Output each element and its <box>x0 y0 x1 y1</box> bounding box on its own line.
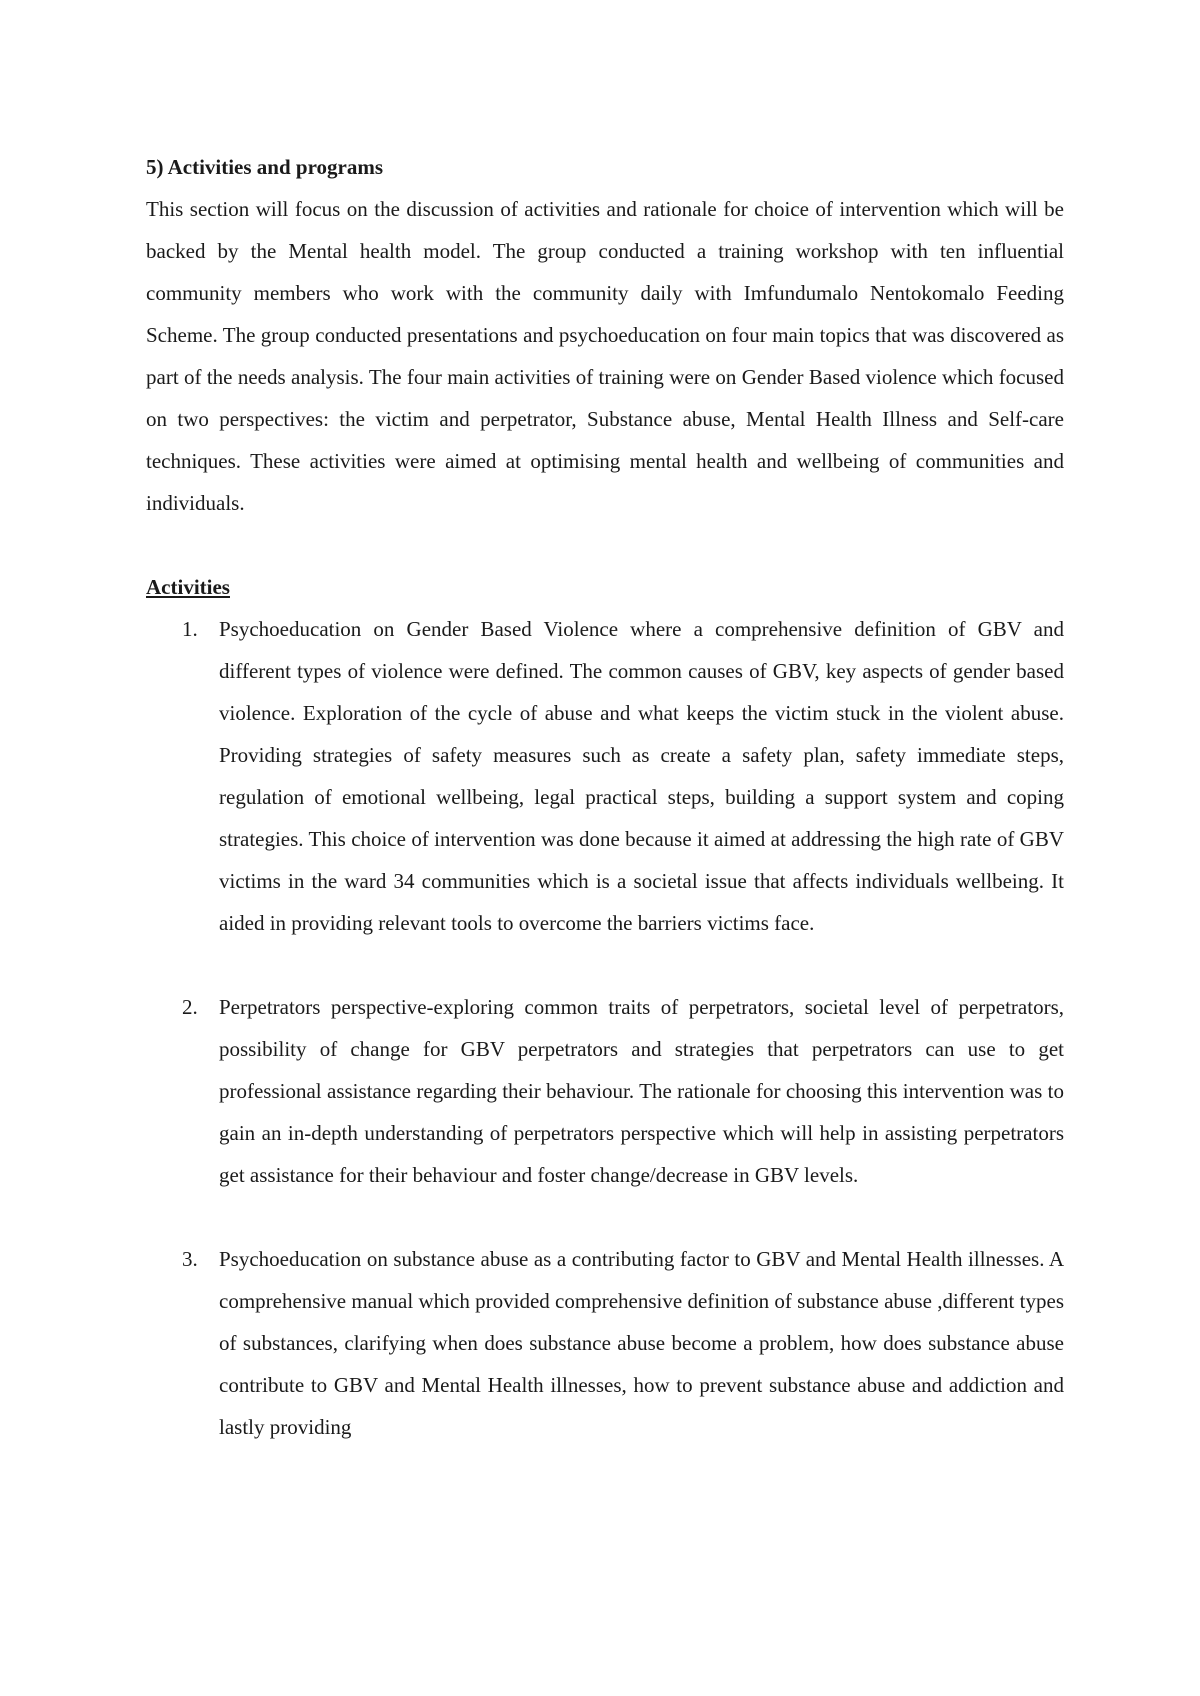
activity-item-1 <box>146 608 1064 944</box>
activity-item-3 <box>146 1238 1064 1448</box>
list-spacer <box>146 1196 1064 1238</box>
activity-number: 2. <box>182 995 198 1019</box>
activities-heading: Activities <box>146 575 230 599</box>
activity-text: Psychoeducation on Gender Based Violence where a comprehensive definition of GBV and different types of violence were defined. The common causes of GBV, key aspects of gender based violence. Exploration of the cycle of abuse and what keeps the victim stuck in the violent abuse. Providing strategies of safety measures such as create a safety plan, safety immediate steps, regulation of emotional wellbeing, legal practical steps, building a support system and coping strategies. This choice of intervention was done because it aimed at addressing the high rate of GBV victims in the ward 34 communities which is a societal issue that affects individuals wellbeing. It aided in providing relevant tools to overcome the barriers victims face. <box>219 617 1064 935</box>
activity-number: 3. <box>182 1247 198 1271</box>
activity-text: Psychoeducation on substance abuse as a contributing factor to GBV and Mental Health illnesses. A comprehensive manual which provided comprehensive definition of substance abuse ,different types of substances, clarifying when does substance abuse become a problem, how does substance abuse contribute to GBV and Mental Health illnesses, how to prevent substance abuse and addiction and lastly providing <box>219 1247 1064 1439</box>
paragraph-spacer <box>146 524 1064 566</box>
activity-number: 1. <box>182 617 198 641</box>
section-heading: 5) Activities and programs <box>146 155 384 179</box>
list-spacer <box>146 944 1064 986</box>
activity-text: Perpetrators perspective-exploring common traits of perpetrators, societal level of perpetrators, possibility of change for GBV perpetrators and strategies that perpetrators can use to get professional assistance regarding their behaviour. The rationale for choosing this intervention was to gain an in-depth understanding of perpetrators perspective which will help in assisting perpetrators get assistance for their behaviour and foster change/decrease in GBV levels. <box>219 995 1064 1187</box>
intro-paragraph: This section will focus on the discussion of activities and rationale for choice of intervention which will be backed by the Mental health model. The group conducted a training workshop with ten influential community members who work with the community daily with Imfundumalo Nentokomalo Feeding Scheme. The group conducted presentations and psychoeducation on four main topics that was discovered as part of the needs analysis. The four main activities of training were on Gender Based violence which focused on two perspectives: the victim and perpetrator, Substance abuse, Mental Health Illness and Self-care techniques. These activities were aimed at optimising mental health and wellbeing of communities and individuals. <box>146 197 1064 515</box>
activity-item-2 <box>146 986 1064 1196</box>
page-content <box>146 146 1064 1448</box>
